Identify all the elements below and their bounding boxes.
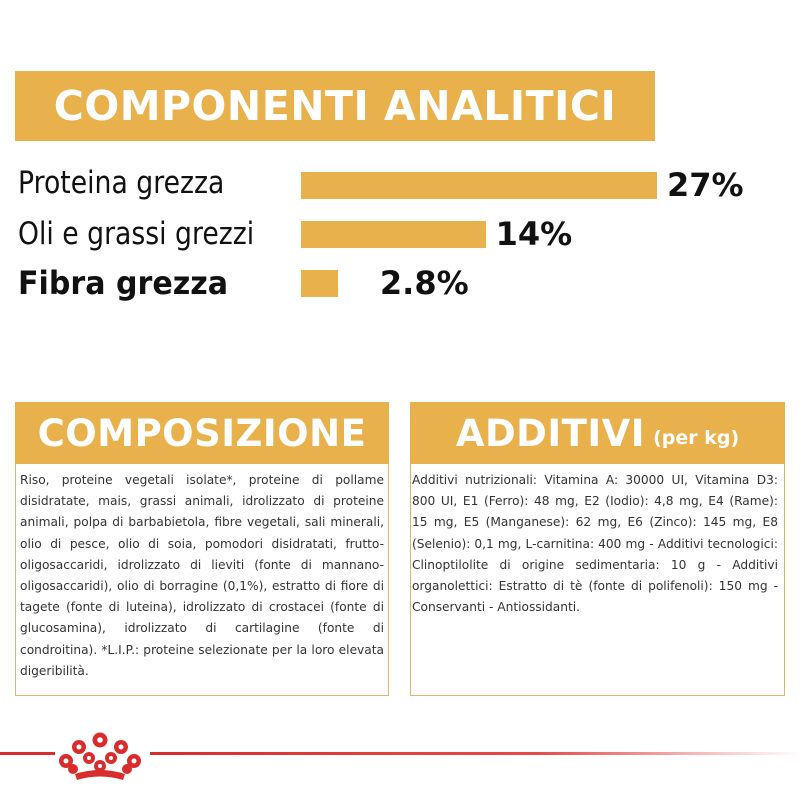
royal-canin-crown-icon bbox=[55, 722, 145, 782]
fiber-value: 2.8% bbox=[379, 264, 469, 302]
composition-title: COMPOSIZIONE bbox=[37, 411, 367, 455]
additives-title-suffix: (per kg) bbox=[653, 427, 740, 449]
fat-bar bbox=[301, 221, 486, 248]
additives-text: Additivi nutrizionali: Vitamina A: 30000 UI, Vitamina D3: 800 UI, E1 (Ferro): 48 mg, E2 (Iodio): 4,8 mg, E4 (Rame): 15 mg, E5 (Manganese): 62 mg, E6 (Zinco): 145 mg, E8 (Selenio): 0,1 mg, L-carnitina: 400 mg - Additivi tecnologici: Clinoptilolite di origine sedimentaria: 10 g - Additivi organolettici: Estratto di tè (fonte di polifenoli): 150 mg - Conservanti - Antiossidanti. bbox=[412, 473, 778, 615]
additives-title: ADDITIVI bbox=[455, 411, 646, 455]
protein-bar bbox=[301, 172, 657, 199]
fiber-label: Fibra grezza bbox=[18, 264, 229, 302]
composition-text: Riso, proteine vegetali isolate*, proteine di pollame disidratate, mais, grassi animali, idrolizzato di proteine animali, polpa di barbabietola, fibre vegetali, sali minerali, olio di pesce, olio di soia, pomodori disidratati, frutto-oligosaccaridi, idrolizzato di lieviti (fonte di mannano-oligosaccaridi), olio di borragine (0,1%), estratto di fiore di tagete (fonte di luteina), idrolizzato di crostacei (fonte di glucosamina), idrolizzato di cartilagine (fonte di condroitina). *L.I.P.: proteine selezionate per la loro elevata digeribilità. bbox=[20, 473, 384, 678]
analytic-header bbox=[15, 71, 655, 141]
fat-value: 14% bbox=[495, 215, 573, 253]
additives-header bbox=[410, 402, 785, 464]
footer-line-right bbox=[150, 752, 800, 755]
protein-value: 27% bbox=[667, 166, 744, 204]
analytic-title: COMPONENTI ANALITICI bbox=[53, 82, 617, 130]
fat-label: Oli e grassi grezzi bbox=[18, 216, 255, 252]
protein-label: Proteina grezza bbox=[18, 165, 225, 201]
footer-line-left bbox=[0, 752, 55, 755]
fiber-bar bbox=[301, 270, 338, 297]
composition-header bbox=[15, 402, 389, 464]
